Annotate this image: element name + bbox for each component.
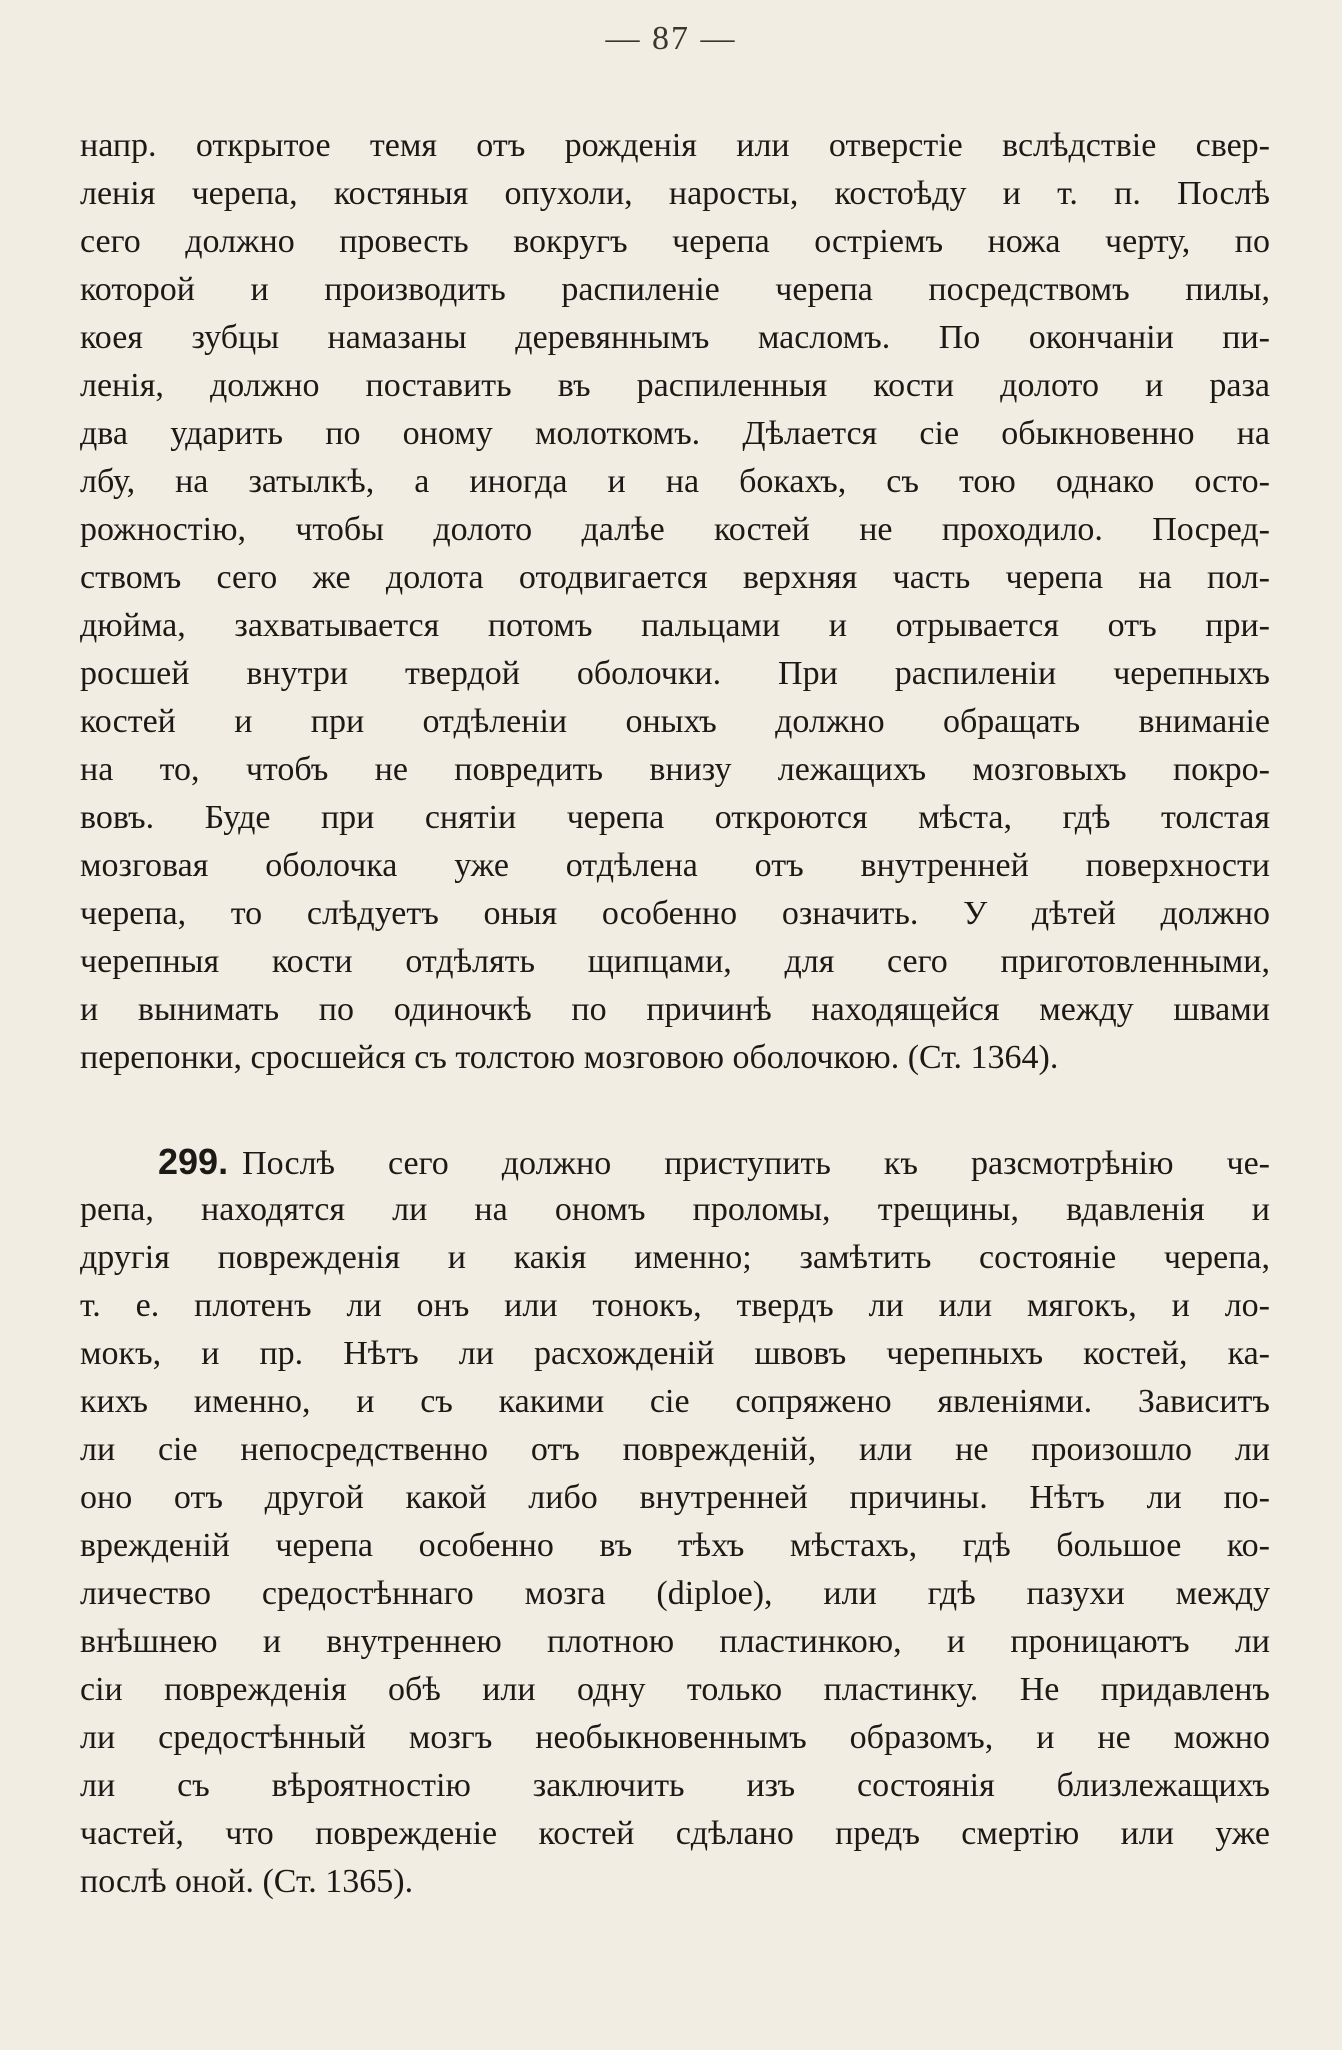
- text-line: оно отъ другой какой либо внутренней причины. Нѣтъ ли по-: [80, 1479, 1270, 1516]
- text-line: рожностію, чтобы долото далѣе костей не проходило. Посред-: [80, 511, 1270, 548]
- text-line-first: [80, 1138, 1270, 1186]
- text-line: и вынимать по одиночкѣ по причинѣ находящейся между швами: [80, 991, 1270, 1028]
- text-line-content: Послѣ сего должно приступить къ разсмотрѣнію че-: [242, 1145, 1270, 1182]
- text-line: которой и производить распиленіе черепа посредствомъ пилы,: [80, 271, 1270, 308]
- text-line: ленія черепа, костяныя опухоли, наросты, костоѣду и т. п. Послѣ: [80, 175, 1270, 212]
- text-line: ли съ вѣроятностію заключить изъ состоянія близлежащихъ: [80, 1767, 1270, 1804]
- text-line: ленія, должно поставить въ распиленныя кости долото и раза: [80, 367, 1270, 404]
- text-line: мокъ, и пр. Нѣтъ ли расхожденій швовъ черепныхъ костей, ка-: [80, 1335, 1270, 1372]
- text-line: дюйма, захватывается потомъ пальцами и отрывается отъ при-: [80, 607, 1270, 644]
- paragraph-298-continuation: [80, 122, 1270, 1082]
- text-line: черепа, то слѣдуетъ оныя особенно означить. У дѣтей должно: [80, 895, 1270, 932]
- text-line: врежденій черепа особенно въ тѣхъ мѣстахъ, гдѣ большое ко-: [80, 1527, 1270, 1564]
- paragraph-299: [80, 1138, 1270, 1906]
- text-line: ствомъ сего же долота отодвигается верхняя часть черепа на пол-: [80, 559, 1270, 596]
- text-line: личество средостѣннаго мозга (diploe), или гдѣ пазухи между: [80, 1575, 1270, 1612]
- text-line: т. е. плотенъ ли онъ или тонокъ, твердъ ли или мягокъ, и ло-: [80, 1287, 1270, 1324]
- text-line: кихъ именно, и съ какими сіе сопряжено явленіями. Зависитъ: [80, 1383, 1270, 1420]
- text-line: ли сіе непосредственно отъ поврежденій, или не произошло ли: [80, 1431, 1270, 1468]
- text-line: лбу, на затылкѣ, а иногда и на бокахъ, съ тою однако осто-: [80, 463, 1270, 500]
- text-line: внѣшнею и внутреннею плотною пластинкою, и проницаютъ ли: [80, 1623, 1270, 1660]
- page-number: — 87 —: [605, 20, 737, 57]
- text-line: росшей внутри твердой оболочки. При распиленіи черепныхъ: [80, 655, 1270, 692]
- paragraph-number: 299.: [158, 1141, 229, 1182]
- text-line: репа, находятся ли на ономъ проломы, трещины, вдавленія и: [80, 1191, 1270, 1228]
- text-line: напр. открытое темя отъ рожденія или отверстіе вслѣдствіе свер-: [80, 127, 1270, 164]
- text-line: послѣ оной. (Ст. 1365).: [80, 1863, 414, 1900]
- text-line: сіи поврежденія обѣ или одну только пластинку. Не придавленъ: [80, 1671, 1270, 1708]
- text-line: вовъ. Буде при снятіи черепа откроются мѣста, гдѣ толстая: [80, 799, 1270, 836]
- text-line: мозговая оболочка уже отдѣлена отъ внутренней поверхности: [80, 847, 1270, 884]
- text-line: черепныя кости отдѣлять щипцами, для сего приготовленными,: [80, 943, 1270, 980]
- text-line: костей и при отдѣленіи оныхъ должно обращать вниманіе: [80, 703, 1270, 740]
- text-line: два ударить по оному молоткомъ. Дѣлается сіе обыкновенно на: [80, 415, 1270, 452]
- text-line: сего должно провесть вокругъ черепа остріемъ ножа черту, по: [80, 223, 1270, 260]
- text-line: коея зубцы намазаны деревяннымъ масломъ. По окончаніи пи-: [80, 319, 1270, 356]
- text-line: ли средостѣнный мозгъ необыкновеннымъ образомъ, и не можно: [80, 1719, 1270, 1756]
- text-line: другія поврежденія и какія именно; замѣтить состояніе черепа,: [80, 1239, 1270, 1276]
- text-line: перепонки, сросшейся съ толстою мозговою оболочкою. (Ст. 1364).: [80, 1039, 1059, 1076]
- text-line: частей, что поврежденіе костей сдѣлано предъ смертію или уже: [80, 1815, 1270, 1852]
- text-line: на то, чтобъ не повредить внизу лежащихъ мозговыхъ покро-: [80, 751, 1270, 788]
